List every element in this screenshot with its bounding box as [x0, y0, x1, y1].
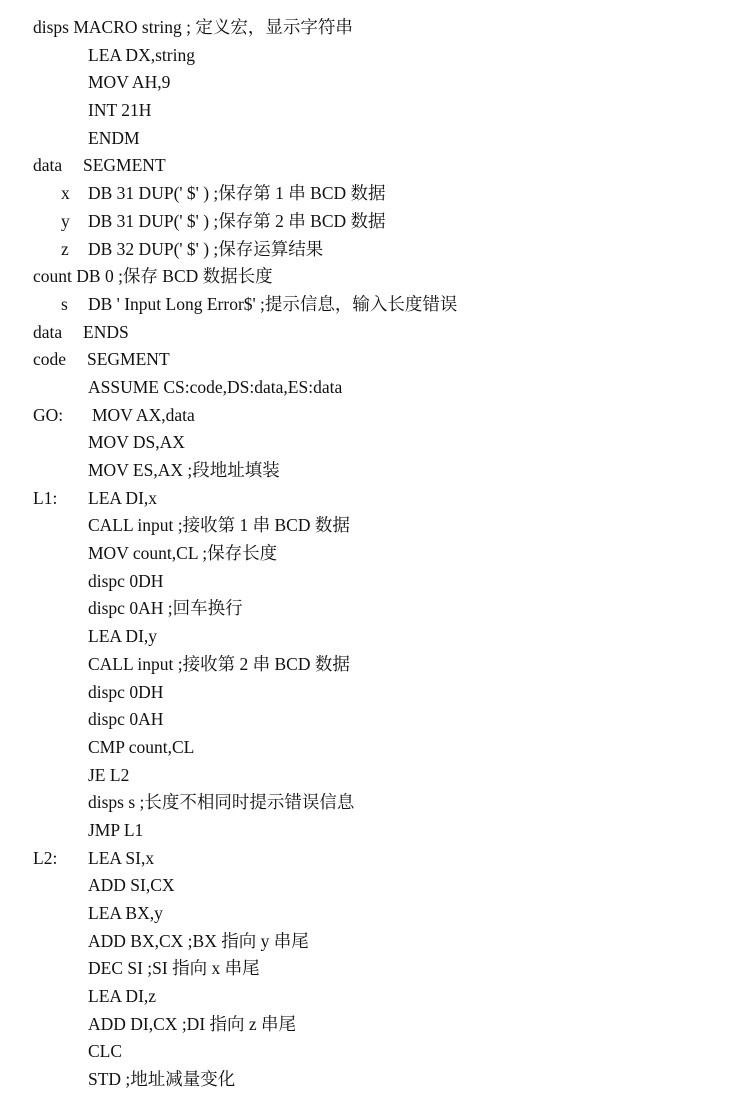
variable-label: s: [61, 293, 68, 314]
instruction: INT 21H: [88, 100, 152, 121]
instruction: JE L2: [88, 764, 130, 785]
instruction: ASSUME CS:code,DS:data,ES:data: [88, 376, 343, 397]
code-line: [0, 928, 748, 956]
code-line: [0, 762, 748, 790]
code-line: [0, 1038, 748, 1066]
instruction: disps s ;长度不相同时提示错误信息: [88, 792, 355, 813]
variable-label: y: [61, 210, 70, 231]
code-line: [0, 872, 748, 900]
instruction: MOV AH,9: [88, 72, 171, 93]
instruction: LEA DI,y: [88, 626, 158, 647]
code-line: [0, 955, 748, 983]
code-line: [0, 97, 748, 125]
code-line: [0, 236, 748, 264]
code-line: [0, 817, 748, 845]
instruction: SEGMENT: [87, 349, 170, 370]
code-line: [0, 319, 748, 347]
instruction: LEA DI,x: [88, 487, 158, 508]
instruction: CMP count,CL: [88, 736, 195, 757]
instruction: ENDS: [83, 321, 129, 342]
code-line: [0, 457, 748, 485]
code-line: [0, 402, 748, 430]
instruction: ADD SI,CX: [88, 875, 175, 896]
instruction: DEC SI ;SI 指向 x 串尾: [88, 958, 260, 979]
instruction: STD ;地址减量变化: [88, 1069, 236, 1090]
code-line: [0, 706, 748, 734]
instruction: CALL input ;接收第 2 串 BCD 数据: [88, 653, 350, 674]
instruction: dispc 0DH: [88, 681, 164, 702]
variable-label: z: [61, 238, 69, 259]
instruction: SEGMENT: [83, 155, 166, 176]
instruction: DB 31 DUP(' $' ) ;保存第 1 串 BCD 数据: [88, 183, 386, 204]
instruction: LEA DX,string: [88, 44, 195, 65]
instruction: MOV count,CL ;保存长度: [88, 543, 278, 564]
code-line: [0, 14, 748, 42]
instruction: ADD DI,CX ;DI 指向 z 串尾: [88, 1013, 297, 1034]
code-line: [0, 125, 748, 153]
instruction: DB ' Input Long Error$' ;提示信息，输入长度错误: [88, 293, 458, 314]
instruction: ADD BX,CX ;BX 指向 y 串尾: [88, 930, 309, 951]
instruction: CALL input ;接收第 1 串 BCD 数据: [88, 515, 350, 536]
code-line: [0, 69, 748, 97]
code-line: [0, 485, 748, 513]
code-line: [0, 540, 748, 568]
segment-label: code: [33, 349, 67, 370]
code-line: [0, 789, 748, 817]
code-line: [0, 291, 748, 319]
code-line: [0, 1066, 748, 1094]
instruction: MOV DS,AX: [88, 432, 185, 453]
code-line: [0, 208, 748, 236]
code-line: [0, 512, 748, 540]
code-line: [0, 734, 748, 762]
instruction: ENDM: [88, 127, 140, 148]
instruction: DB 32 DUP(' $' ) ;保存运算结果: [88, 238, 324, 259]
code-label: GO:: [33, 404, 64, 425]
instruction: dispc 0AH: [88, 709, 164, 730]
macro-definition: disps MACRO string ; 定义宏，显示字符串: [33, 17, 353, 37]
code-line: [0, 42, 748, 70]
code-line: [0, 900, 748, 928]
code-label: L1:: [33, 487, 58, 508]
code-line: [0, 595, 748, 623]
code-line: [0, 374, 748, 402]
segment-label: data: [33, 321, 63, 342]
code-line: [0, 152, 748, 180]
code-label: L2:: [33, 847, 58, 868]
instruction: LEA DI,z: [88, 986, 157, 1007]
code-line: [0, 429, 748, 457]
count-declaration: count DB 0 ;保存 BCD 数据长度: [33, 266, 273, 287]
instruction: MOV AX,data: [92, 404, 195, 425]
code-line: [0, 983, 748, 1011]
instruction: CLC: [88, 1041, 123, 1062]
code-line: [0, 346, 748, 374]
instruction: JMP L1: [88, 819, 144, 840]
code-line: [0, 623, 748, 651]
instruction: DB 31 DUP(' $' ) ;保存第 2 串 BCD 数据: [88, 210, 386, 231]
code-line: [0, 845, 748, 873]
code-line: [0, 651, 748, 679]
code-line: [0, 263, 748, 291]
instruction: MOV ES,AX ;段地址填装: [88, 460, 280, 480]
instruction: LEA BX,y: [88, 903, 163, 923]
code-line: [0, 568, 748, 596]
code-line: [0, 679, 748, 707]
instruction: LEA SI,x: [88, 847, 155, 868]
code-line: [0, 180, 748, 208]
segment-label: data: [33, 155, 63, 176]
variable-label: x: [61, 183, 70, 204]
instruction: dispc 0AH ;回车换行: [88, 598, 243, 619]
assembly-listing: [0, 14, 748, 1094]
code-line: [0, 1011, 748, 1039]
instruction: dispc 0DH: [88, 570, 164, 591]
